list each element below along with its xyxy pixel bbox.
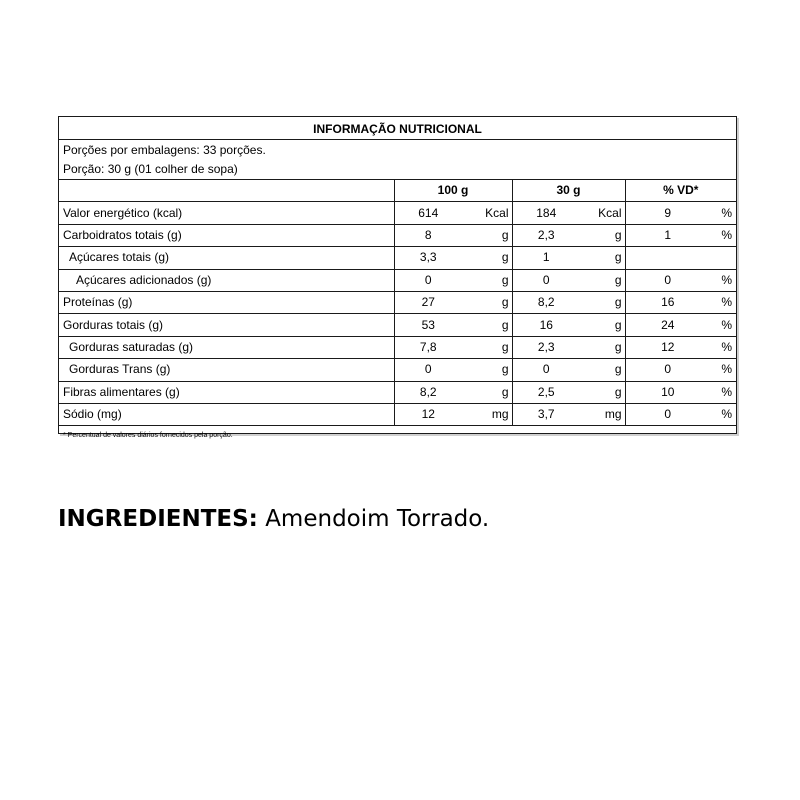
- unit-30g: g: [580, 381, 625, 403]
- unit-100g: g: [462, 269, 512, 291]
- nutrient-name: Gorduras saturadas (g): [59, 336, 394, 358]
- value-30g: 2,3: [537, 227, 555, 242]
- value-vd: 0: [664, 362, 672, 377]
- value-30g: 0: [542, 362, 550, 377]
- unit-100g: g: [462, 336, 512, 358]
- value-100g: 8,2: [419, 384, 437, 399]
- nutrient-table: [59, 180, 736, 426]
- value-30g: 8,2: [537, 295, 555, 310]
- nutrient-name: Proteínas (g): [59, 291, 394, 313]
- unit-100g: g: [462, 247, 512, 269]
- value-vd: 12: [661, 339, 675, 354]
- percent-sign: %: [721, 295, 732, 310]
- unit-30g: g: [580, 269, 625, 291]
- unit-30g: g: [580, 291, 625, 313]
- header-vd: % VD*: [663, 183, 699, 198]
- value-100g: 8: [424, 227, 432, 242]
- percent-sign: %: [721, 384, 732, 399]
- value-100g: 53: [421, 317, 435, 332]
- value-30g: 1: [542, 250, 550, 265]
- unit-30g: g: [580, 359, 625, 381]
- table-row: [59, 403, 736, 425]
- value-100g: 7,8: [419, 339, 437, 354]
- unit-30g: g: [580, 247, 625, 269]
- nutrient-name: Açúcares totais (g): [59, 247, 394, 269]
- nutrient-name: Fibras alimentares (g): [59, 381, 394, 403]
- value-vd: 1: [664, 227, 672, 242]
- unit-100g: g: [462, 359, 512, 381]
- table-row: [59, 247, 736, 269]
- nutrient-name: Sódio (mg): [59, 403, 394, 425]
- nutrient-name: Valor energético (kcal): [59, 202, 394, 224]
- table-row: [59, 291, 736, 313]
- header-100g: 100 g: [394, 180, 512, 202]
- table-row: [59, 359, 736, 381]
- servings-per-package: Porções por embalagens: 33 porções.: [63, 143, 266, 157]
- serving-size: Porção: 30 g (01 colher de sopa): [63, 162, 238, 176]
- unit-100g: g: [462, 381, 512, 403]
- value-100g: 27: [421, 295, 435, 310]
- table-row: [59, 269, 736, 291]
- unit-30g: Kcal: [580, 202, 625, 224]
- value-30g: 2,3: [537, 339, 555, 354]
- unit-30g: g: [580, 224, 625, 246]
- table-row: [59, 202, 736, 224]
- nutrient-name: Gorduras totais (g): [59, 314, 394, 336]
- value-100g: 0: [424, 362, 432, 377]
- footnote: * Percentual de valores diários fornecidos pela porção.: [63, 432, 233, 440]
- unit-100g: g: [462, 314, 512, 336]
- value-vd: 16: [661, 295, 675, 310]
- header-nutrient: [59, 180, 394, 202]
- value-100g: 614: [418, 205, 439, 220]
- percent-sign: %: [721, 205, 732, 220]
- percent-sign: [710, 247, 736, 269]
- table-header-row: [59, 180, 736, 202]
- nutrient-name: Gorduras Trans (g): [59, 359, 394, 381]
- value-100g: 12: [421, 407, 435, 422]
- percent-sign: %: [721, 407, 732, 422]
- value-vd: 0: [664, 407, 672, 422]
- unit-30g: mg: [580, 403, 625, 425]
- value-vd: 10: [661, 384, 675, 399]
- percent-sign: %: [721, 227, 732, 242]
- table-row: [59, 381, 736, 403]
- value-vd: [625, 247, 710, 269]
- unit-30g: g: [580, 336, 625, 358]
- nutrition-facts-table: [58, 116, 737, 440]
- table-row: [59, 224, 736, 246]
- table-row: [59, 336, 736, 358]
- value-vd: 24: [661, 317, 675, 332]
- nutrition-title: INFORMAÇÃO NUTRICIONAL: [59, 117, 736, 140]
- nutrient-name: Açúcares adicionados (g): [59, 269, 394, 291]
- unit-30g: g: [580, 314, 625, 336]
- value-30g: 0: [542, 272, 550, 287]
- percent-sign: %: [721, 272, 732, 287]
- value-100g: 0: [424, 272, 432, 287]
- unit-100g: g: [462, 291, 512, 313]
- unit-100g: Kcal: [462, 202, 512, 224]
- ingredients-label: INGREDIENTES:: [58, 506, 258, 532]
- percent-sign: %: [721, 339, 732, 354]
- value-30g: 2,5: [537, 384, 555, 399]
- value-30g: 16: [539, 317, 553, 332]
- nutrient-rows: [59, 202, 736, 426]
- unit-100g: mg: [462, 403, 512, 425]
- table-row: [59, 314, 736, 336]
- value-100g: 3,3: [419, 250, 437, 265]
- ingredients-line: [58, 506, 489, 532]
- value-vd: 0: [664, 272, 672, 287]
- ingredients-text: Amendoim Torrado.: [257, 506, 490, 532]
- unit-100g: g: [462, 224, 512, 246]
- value-30g: 3,7: [537, 407, 555, 422]
- value-30g: 184: [536, 205, 557, 220]
- percent-sign: %: [721, 317, 732, 332]
- value-vd: 9: [664, 205, 672, 220]
- header-30g: 30 g: [512, 180, 625, 202]
- portion-info: [59, 140, 736, 180]
- nutrient-name: Carboidratos totais (g): [59, 224, 394, 246]
- percent-sign: %: [721, 362, 732, 377]
